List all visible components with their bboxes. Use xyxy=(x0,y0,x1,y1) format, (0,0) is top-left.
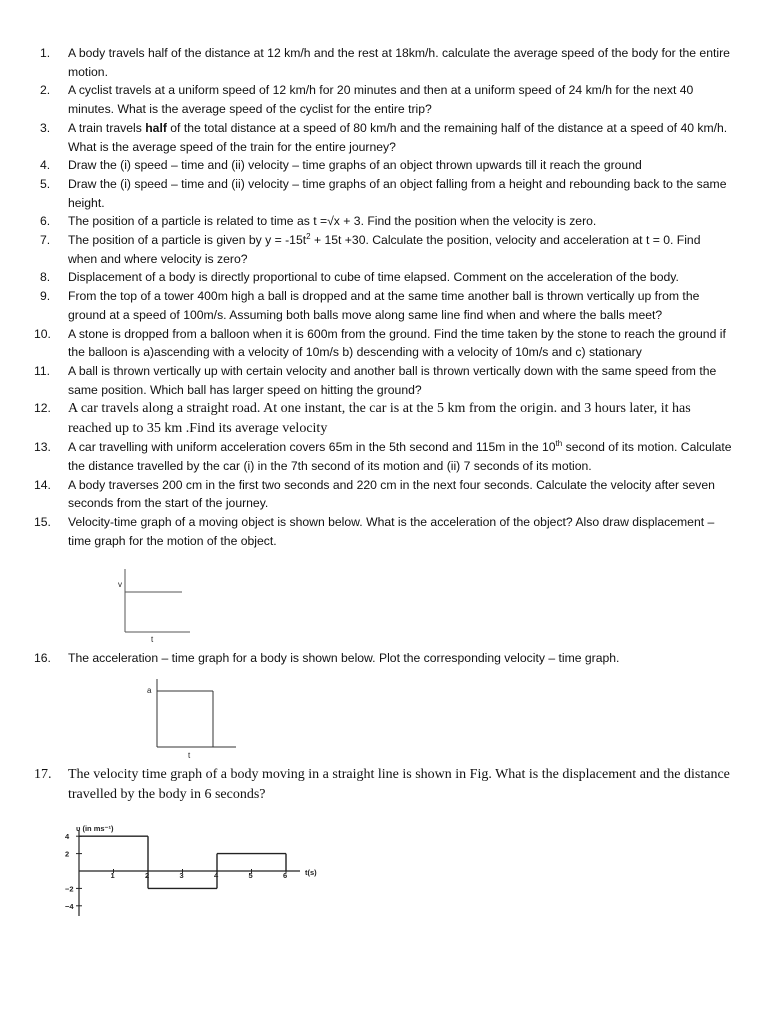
x-tick-label: 3 xyxy=(179,871,184,881)
question-number: 9. xyxy=(40,289,51,304)
question-17 xyxy=(0,765,768,804)
question-16 xyxy=(0,649,768,668)
question-text: Velocity-time graph of a moving object is shown below. What is the acceleration of the object? Also draw displacement – time graph for the motion of the object. xyxy=(68,515,715,548)
question-text: Draw the (i) speed – time and (ii) velocity – time graphs of an object falling from a height and rebounding back to the same height. xyxy=(68,176,727,210)
graph-17-container xyxy=(0,820,768,930)
question-text xyxy=(68,438,732,475)
graph-15-container xyxy=(0,551,768,644)
question-text: The position of a particle is related to time as t =√x + 3. Find the position when the velocity is zero. xyxy=(68,214,597,229)
question-text: A car travels along a straight road. At one instant, the car is at the 5 km from the origin. and 3 hours later, it has reached up to 35 km .Find its average velocity xyxy=(68,401,691,436)
question-number: 6. xyxy=(40,214,51,229)
question-number: 15. xyxy=(34,515,51,530)
question-11 xyxy=(0,362,768,399)
question-text xyxy=(68,119,732,156)
question-text: The acceleration – time graph for a body is shown below. Plot the corresponding velocity – time graph. xyxy=(68,650,620,665)
velocity-segments xyxy=(79,836,286,888)
question-bold-word: half xyxy=(145,120,167,135)
question-number: 14. xyxy=(34,477,51,492)
question-14 xyxy=(0,476,768,513)
question-text: A ball is thrown vertically up with certain velocity and another ball is thrown vertically down with the same speed from the same position. Which ball has larger speed on hitting the ground? xyxy=(68,363,717,397)
question-2 xyxy=(0,81,768,118)
question-15 xyxy=(0,513,768,550)
question-number: 2. xyxy=(40,83,51,98)
question-text-part: A train travels xyxy=(68,120,146,135)
superscript: 2 xyxy=(306,231,311,241)
question-13 xyxy=(0,438,768,475)
y-axis-label: υ (in ms⁻¹) xyxy=(76,824,114,834)
question-number: 17. xyxy=(34,767,52,783)
question-number: 13. xyxy=(34,440,51,455)
question-10 xyxy=(0,325,768,362)
x-tick-label: 4 xyxy=(214,871,219,881)
question-12 xyxy=(0,399,768,438)
question-text: Draw the (i) speed – time and (ii) velocity – time graphs of an object thrown upwards till it reach the ground xyxy=(68,158,642,173)
y-tick-label: −2 xyxy=(65,884,74,894)
question-4 xyxy=(0,156,768,175)
y-tick-label: 2 xyxy=(65,849,70,859)
question-text: From the top of a tower 400m high a ball is dropped and at the same time another ball is thrown vertically up from the ground at a speed of 100m/s. Assuming both balls move along same line find when and where the balls meet? xyxy=(68,289,700,322)
question-text: A body traverses 200 cm in the first two seconds and 220 cm in the next four seconds. Calculate the velocity after seven seconds from the start of the journey. xyxy=(68,477,715,511)
question-number: 1. xyxy=(40,46,51,60)
question-number: 12. xyxy=(34,401,51,416)
velocity-time-graph-17 xyxy=(0,820,768,930)
question-number: 3. xyxy=(40,120,51,135)
question-text-part: A car travelling with uniform acceleration covers 65m in the 5th second and 115m in the 10 xyxy=(68,440,556,455)
question-number: 4. xyxy=(40,158,51,173)
question-number: 10. xyxy=(34,326,51,341)
x-tick-label: 6 xyxy=(283,871,288,881)
question-5 xyxy=(0,175,768,212)
question-9 xyxy=(0,287,768,324)
question-3 xyxy=(0,119,768,156)
question-7 xyxy=(0,231,768,268)
question-text-part: of the total distance at a speed of 80 km/h and the remaining half of the distance at a speed of 40 km/h. What is the average speed of the train for the entire journey? xyxy=(68,120,728,154)
x-axis-label: t xyxy=(188,751,191,761)
x-axis-label: t xyxy=(151,634,154,644)
y-tick-label: −4 xyxy=(65,902,74,912)
question-number: 16. xyxy=(34,650,51,665)
question-text-part: second of its motion. Calculate the distance travelled by the car (i) in the 7th second of its motion and (ii) 7 seconds of its motion. xyxy=(68,440,732,474)
graph-16-container xyxy=(0,667,768,761)
acceleration-time-graph-16 xyxy=(0,667,768,761)
velocity-time-graph-15 xyxy=(0,551,768,644)
question-text: A stone is dropped from a balloon when it is 600m from the ground. Find the time taken by the stone to reach the ground if the balloon is a)ascending with a velocity of 10m/s b) descending with a velocity of 10m/s and c) stationary xyxy=(68,326,726,360)
question-text: A cyclist travels at a uniform speed of 12 km/h for 20 minutes and then at a uniform speed of 24 km/h for the next 40 minutes. What is the average speed of the cyclist for the entire trip? xyxy=(68,83,694,117)
question-6 xyxy=(0,212,768,231)
y-axis-label: v xyxy=(118,579,122,589)
question-text: A body travels half of the distance at 12 km/h and the rest at 18km/h. calculate the average speed of the body for the entire motion. xyxy=(68,46,730,79)
y-tick-label: 4 xyxy=(65,832,70,842)
question-list xyxy=(0,44,768,930)
question-text: The velocity time graph of a body moving in a straight line is shown in Fig. What is the displacement and the distance travelled by the body in 6 seconds? xyxy=(68,767,730,802)
x-axis-label: t(s) xyxy=(305,868,317,878)
question-8 xyxy=(0,268,768,287)
question-number: 11. xyxy=(34,363,51,378)
x-tick-label: 1 xyxy=(110,871,115,881)
question-number: 7. xyxy=(40,233,51,248)
question-number: 5. xyxy=(40,176,51,191)
question-text-part: + 15t +30. Calculate the position, velocity and acceleration at t = 0. Find when and where velocity is zero? xyxy=(68,233,701,266)
x-tick-label: 5 xyxy=(248,871,253,881)
question-text: Displacement of a body is directly proportional to cube of time elapsed. Comment on the acceleration of the body. xyxy=(68,270,679,285)
question-text xyxy=(68,231,732,268)
superscript: th xyxy=(555,439,563,449)
question-number: 8. xyxy=(40,270,51,285)
x-tick-label: 2 xyxy=(145,871,150,881)
question-text-part: The position of a particle is given by y = -15t xyxy=(68,233,307,248)
question-1 xyxy=(0,44,768,81)
y-axis-label: a xyxy=(147,686,152,696)
